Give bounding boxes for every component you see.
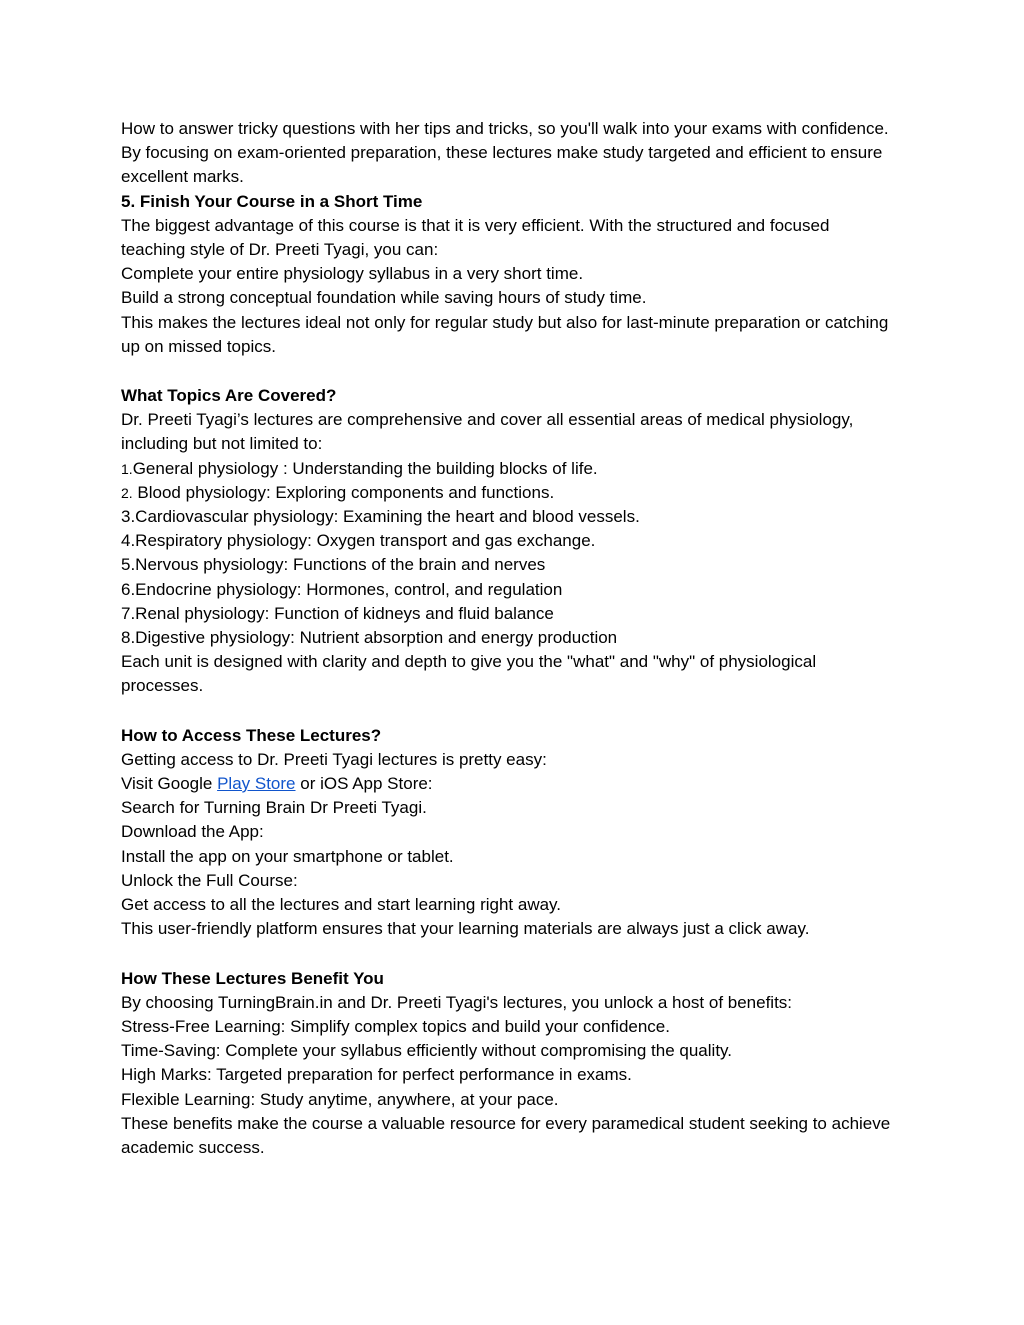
access-line-2-prefix: Visit Google: [121, 774, 218, 794]
access-line-5: Install the app on your smartphone or tablet.: [121, 846, 454, 866]
play-store-link[interactable]: Play Store: [217, 774, 296, 794]
benefits-summary: These benefits make the course a valuable resource for every paramedical student seeking to achieve academic success.: [121, 1113, 891, 1157]
access-line-8: This user-friendly platform ensures that your learning materials are always just a click away.: [121, 919, 810, 939]
section-spacer: [121, 699, 891, 724]
topic-item-1: [121, 457, 891, 481]
topic-number-1: 1.: [121, 460, 133, 477]
access-line-2: [121, 772, 891, 796]
finish-course-line-2: Build a strong conceptual foundation while saving hours of study time.: [121, 288, 647, 308]
topic-item-7: 7.Renal physiology: Function of kidneys and fluid balance: [121, 603, 554, 623]
topic-item-3: 3.Cardiovascular physiology: Examining the heart and blood vessels.: [121, 507, 640, 527]
access-line-7: Get access to all the lectures and start learning right away.: [121, 895, 562, 915]
benefits-line-3: Time-Saving: Complete your syllabus efficiently without compromising the quality.: [121, 1041, 733, 1061]
benefits-line-4: High Marks: Targeted preparation for perfect performance in exams.: [121, 1065, 632, 1085]
access-line-1: Getting access to Dr. Preeti Tyagi lectures is pretty easy:: [121, 749, 547, 769]
access-line-6: Unlock the Full Course:: [121, 870, 298, 890]
intro-paragraph-tips: How to answer tricky questions with her tips and tricks, so you'll walk into your exams with confidence.: [121, 119, 889, 138]
finish-course-paragraph: The biggest advantage of this course is that it is very efficient. With the structured and focused teaching style of Dr. Preeti Tyagi, you can:: [121, 215, 830, 260]
benefits-line-2: Stress-Free Learning: Simplify complex topics and build your confidence.: [121, 1016, 670, 1036]
intro-paragraph-focus: By focusing on exam-oriented preparation, these lectures make study targeted and efficient to ensure excellent marks.: [121, 143, 883, 187]
benefits-heading: How These Lectures Benefit You: [121, 968, 384, 988]
benefits-line-5: Flexible Learning: Study anytime, anywhere, at your pace.: [121, 1089, 559, 1109]
topic-item-5: 5.Nervous physiology: Functions of the brain and nerves: [121, 555, 546, 575]
section-spacer: [121, 942, 891, 967]
topic-item-2: [121, 481, 891, 505]
access-heading: How to Access These Lectures?: [121, 725, 382, 745]
topic-item-4: 4.Respiratory physiology: Oxygen transport and gas exchange.: [121, 531, 596, 551]
access-line-3: Search for Turning Brain Dr Preeti Tyagi.: [121, 798, 427, 818]
topics-heading: What Topics Are Covered?: [121, 386, 337, 406]
finish-course-line-1: Complete your entire physiology syllabus in a very short time.: [121, 264, 584, 284]
topic-item-8: 8.Digestive physiology: Nutrient absorption and energy production: [121, 628, 618, 648]
topic-number-2: 2.: [121, 484, 133, 501]
access-line-4: Download the App:: [121, 822, 264, 842]
topics-outro: Each unit is designed with clarity and depth to give you the "what" and "why" of physiological processes.: [121, 652, 817, 696]
benefits-line-1: By choosing TurningBrain.in and Dr. Preeti Tyagi's lectures, you unlock a host of benefits:: [121, 992, 793, 1012]
topic-text-2: Blood physiology: Exploring components and functions.: [132, 482, 555, 502]
topics-intro: Dr. Preeti Tyagi’s lectures are comprehensive and cover all essential areas of medical physiology, including but not limited to:: [121, 410, 854, 454]
section-spacer: [121, 359, 891, 384]
topic-text-1: General physiology : Understanding the building blocks of life.: [132, 458, 598, 478]
finish-course-summary: This makes the lectures ideal not only for regular study but also for last-minute preparation or catching up on missed topics.: [121, 312, 889, 356]
access-line-2-suffix: or iOS App Store:: [295, 774, 433, 794]
finish-course-heading: 5. Finish Your Course in a Short Time: [121, 191, 423, 211]
document-page: [121, 117, 891, 1160]
topic-item-6: 6.Endocrine physiology: Hormones, control, and regulation: [121, 579, 563, 599]
